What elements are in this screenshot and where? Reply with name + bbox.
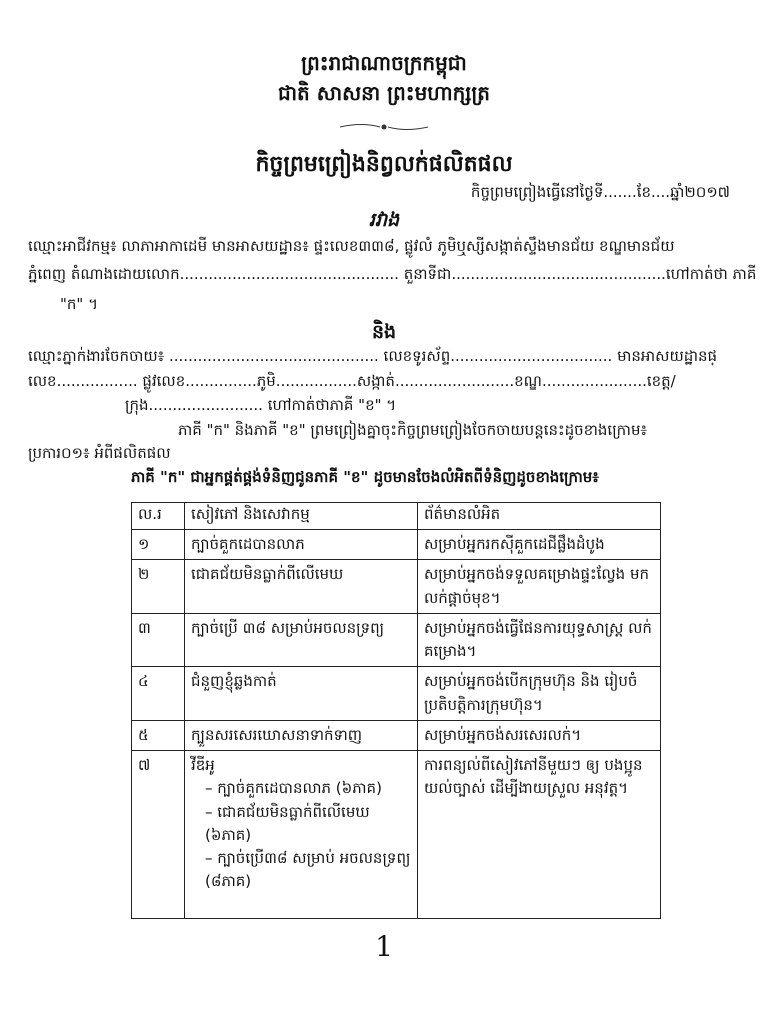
page-number: 1	[375, 930, 393, 963]
row-item: ក្បាច់គួកដេបានលាភ	[185, 530, 418, 560]
row-item: ជោគជ័យមិនធ្លាក់ពីលើមេឃ	[185, 560, 418, 614]
row-detail: ការពន្យល់ពីសៀវភៅនីមួយៗ ឲ្យ បងប្អូនយល់ច្បាស់ ដើម្បីងាយស្រួល អនុវត្ត។	[418, 751, 661, 919]
party-a-line2: ភ្នំពេញ តំណាងដោយលោក.............................................. តួនាទីជា.............................................ហៅកាត់ថា ភាគី	[28, 265, 757, 283]
row-detail: សម្រាប់អ្នករកស៊ីគួកដេជីផ្លឹងដំបូង	[418, 530, 661, 560]
party-b-line3: ក្រុង........................ ហៅកាត់ថាភាគី "ខ" ។	[125, 396, 397, 414]
table-row	[132, 530, 661, 560]
kingdom-header: ព្រះរាជាណាចក្រកម្ពុជា	[301, 51, 467, 75]
list-item: – ក្បាច់គួកដេបានលាភ (៦ភាគ)	[205, 777, 411, 800]
article1-heading: ប្រការ០១៖ អំពីផលិតផល	[28, 444, 171, 462]
product-table	[131, 502, 661, 919]
article1-description: ភាគី "ក" ជាអ្នកផ្គត់ផ្គង់ទំនិញជូនភាគី "ខ" ដូចមានចែងលំអិតពីទំនិញដូចខាងក្រោម៖	[131, 468, 599, 486]
col-header-item: សៀវភៅ និងសេវាកម្ម	[185, 503, 418, 530]
row-item-video	[185, 751, 418, 919]
party-b-line2: លេខ................. ផ្លូវលេខ...............ភូមិ.................សង្កាត់.........................ខណ្ឌ......................ខេត្ត/	[28, 372, 676, 390]
table-row	[132, 560, 661, 614]
row-no: ២	[132, 560, 185, 614]
date-line: កិច្ចព្រមព្រៀងធ្វើនៅថ្ងៃទី.......ខែ....ឆ្នាំ២០១៧	[470, 183, 730, 201]
row-no: ៥	[132, 720, 185, 750]
party-b-line1: ឈ្មោះភ្នាក់ងារចែកចាយ៖ ............................................ លេខទូរស័ព្ទ.................................. មានអាសយដ្ឋានផ្	[28, 347, 718, 365]
table-row	[132, 667, 661, 721]
row-no: ៤	[132, 667, 185, 721]
col-header-no: ល.រ	[132, 503, 185, 530]
list-item: – ជោគជ័យមិនធ្លាក់ពីលើមេឃ (៦ភាគ)	[205, 801, 411, 848]
motto-header: ជាតិ សាសនា ព្រះមហាក្សត្រ	[278, 81, 490, 105]
table-row	[132, 751, 661, 919]
agreement-text: ភាគី "ក" និងភាគី "ខ" ព្រមព្រៀងគ្នាចុះកិច្ចព្រមព្រៀងចែកចាយបន្តនេះដូចខាងក្រោម៖	[178, 421, 648, 439]
between-heading: រវាង	[368, 209, 400, 231]
row-detail: សម្រាប់អ្នកចង់ធ្វើផែនការយុទ្ធសាស្ត្រ លក់គម្រោង។	[418, 613, 661, 667]
table-row	[132, 720, 661, 750]
row-item: ក្បួនសរសេរឃោសនាទាក់ទាញ	[185, 720, 418, 750]
row-no: ៣	[132, 613, 185, 667]
table-row	[132, 613, 661, 667]
row-item: ក្បាច់ប្រើ ៣៨ សម្រាប់អចលនទ្រព្យ	[185, 613, 418, 667]
video-sublist	[191, 777, 411, 893]
row-detail: សម្រាប់អ្នកចង់ទទួលគម្រោងផ្ទះល្វែង មកលក់ផ្ដាច់មុខ។	[418, 560, 661, 614]
document-title: កិច្ចព្រមព្រៀងនិព្វលក់ផលិតផល	[255, 152, 513, 177]
row-detail: សម្រាប់អ្នកចង់សរសេរលក់។	[418, 720, 661, 750]
party-a-line3: "ក" ។	[60, 295, 98, 313]
ornament-divider	[340, 120, 428, 134]
row-item: ជំនួញខ្ញុំឆ្លងកាត់	[185, 667, 418, 721]
list-item: – ក្បាច់ប្រើ៣៨ សម្រាប់ អចលនទ្រព្យ (៨ភាគ)	[205, 847, 411, 894]
row-no: ៧	[132, 751, 185, 919]
row-no: ១	[132, 530, 185, 560]
party-a-line1: ឈ្មោះអាជីវកម្ម៖ លាភាអាកាដេមី មានអាសយដ្ឋាន៖ ផ្ទះលេខ៣៣៨, ផ្លូវលំ ភូមិឬស្សីសង្កាត់ស្ទឹងមានជ័យ ខណ្ឌមានជ័យ	[28, 237, 675, 255]
col-header-detail: ព័ត៌មានលំអិត	[418, 503, 661, 530]
row-detail: សម្រាប់អ្នកចង់បើកក្រុមហ៊ុន និង រៀបចំប្រតិបត្តិការក្រុមហ៊ុន។	[418, 667, 661, 721]
and-heading: និង	[371, 321, 397, 343]
row-item-label: វីឌីអូ	[191, 756, 215, 774]
